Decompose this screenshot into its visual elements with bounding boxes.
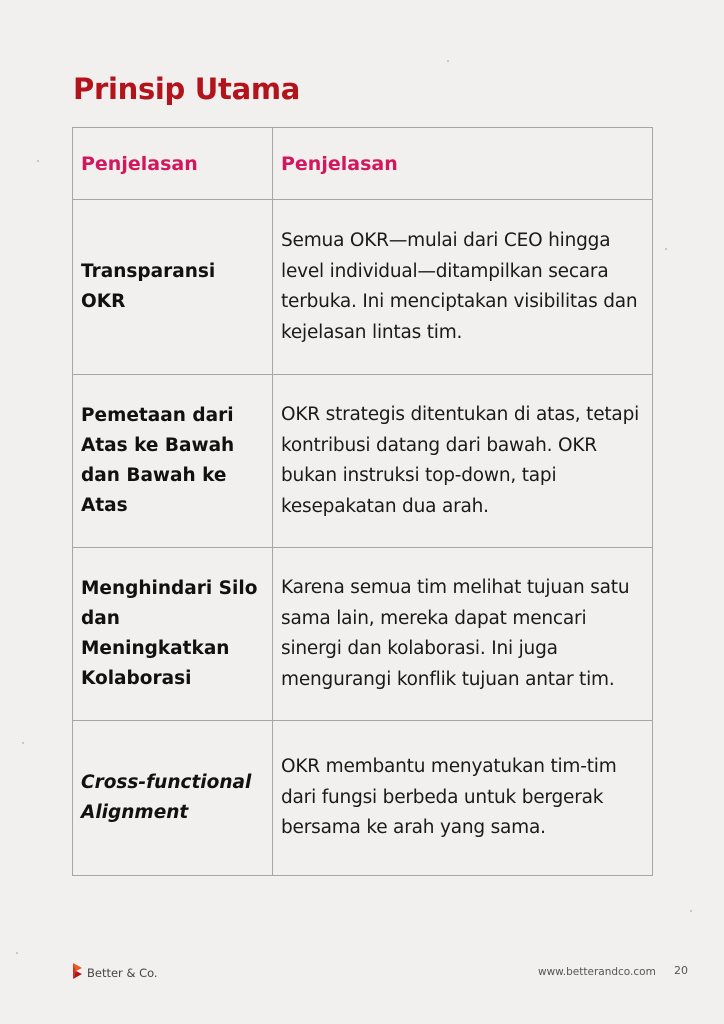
page-number: 20	[674, 964, 688, 977]
principle-term: Transparansi OKR	[73, 200, 273, 375]
footer-brand-logo	[72, 964, 158, 982]
paper-speck	[690, 910, 692, 912]
page-title: Prinsip Utama	[73, 72, 301, 106]
footer-website-url: www.betterandco.com	[538, 966, 656, 978]
footer-brand-name: Better & Co.	[87, 966, 158, 980]
table-row	[73, 200, 653, 375]
table-header-description: Penjelasan	[273, 128, 653, 200]
paper-speck	[22, 742, 24, 744]
principle-description: Semua OKR—mulai dari CEO hingga level individual—ditampilkan secara terbuka. Ini menciptakan visibilitas dan kejelasan lintas tim.	[273, 200, 653, 375]
better-and-co-logo-icon	[72, 963, 83, 983]
table-row	[73, 375, 653, 548]
table-row	[73, 548, 653, 721]
principle-description: Karena semua tim melihat tujuan satu sama lain, mereka dapat mencari sinergi dan kolaborasi. Ini juga mengurangi konflik tujuan antar tim.	[273, 548, 653, 721]
table-header-term: Penjelasan	[73, 128, 273, 200]
principle-term: Menghindari Silo dan Meningkatkan Kolaborasi	[73, 548, 273, 721]
table-header-row	[73, 128, 653, 200]
principle-term: Cross-functional Alignment	[73, 721, 273, 876]
principles-table	[72, 127, 653, 876]
paper-speck	[665, 248, 667, 250]
paper-speck	[447, 60, 449, 62]
paper-speck	[16, 952, 18, 954]
principle-description: OKR strategis ditentukan di atas, tetapi kontribusi datang dari bawah. OKR bukan instruksi top-down, tapi kesepakatan dua arah.	[273, 375, 653, 548]
table-row	[73, 721, 653, 876]
paper-speck	[37, 160, 39, 162]
principle-description: OKR membantu menyatukan tim-tim dari fungsi berbeda untuk bergerak bersama ke arah yang sama.	[273, 721, 653, 876]
principle-term: Pemetaan dari Atas ke Bawah dan Bawah ke Atas	[73, 375, 273, 548]
